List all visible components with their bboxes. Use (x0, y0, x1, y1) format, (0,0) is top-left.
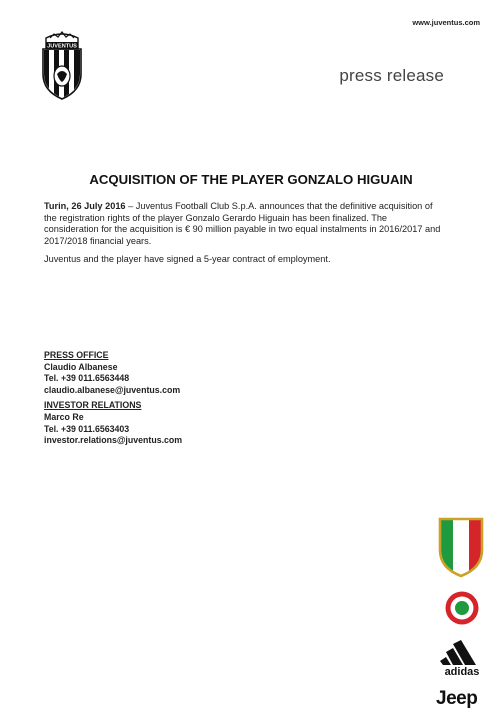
contacts-section (44, 350, 182, 451)
press-office-block (44, 350, 182, 396)
jeep-logo: Jeep (436, 688, 478, 709)
dateline: Turin, 26 July 2016 (44, 201, 126, 211)
svg-text:adidas: adidas (444, 666, 480, 677)
adidas-logo (437, 639, 487, 677)
investor-relations-title: INVESTOR RELATIONS (44, 400, 142, 411)
press-office-name: Claudio Albanese (44, 361, 118, 372)
investor-relations-block (44, 400, 182, 446)
press-office-title: PRESS OFFICE (44, 350, 109, 360)
investor-relations-email[interactable]: investor.relations@juventus.com (44, 435, 183, 446)
page-title: ACQUISITION OF THE PLAYER GONZALO HIGUAIN (89, 172, 413, 187)
press-office-phone[interactable]: Tel. +39 011.6563448 (44, 373, 130, 384)
press-office-email[interactable]: claudio.albanese@juventus.com (44, 384, 181, 395)
crest-lettering: JUVENTUS (47, 43, 77, 50)
body-text (44, 201, 444, 273)
press-release-label: press release (339, 66, 444, 85)
investor-relations-name: Marco Re (44, 411, 84, 422)
investor-relations-phone[interactable]: Tel. +39 011.6563403 (44, 423, 130, 434)
scudetto-icon (437, 516, 485, 578)
site-url[interactable]: www.juventus.com (412, 18, 480, 27)
coppa-italia-cockade-icon (444, 590, 480, 626)
body-paragraph-1 (44, 201, 444, 247)
body-paragraph-2: Juventus and the player have signed a 5-year contract of employment. (44, 254, 331, 265)
paragraph-1-text: – Juventus Football Club S.p.A. announces that the definitive acquisition of the registration rights of the player Gonzalo Gerardo Higuain has been finalized. The consideration for the acquisition is € 90 million payable in two equal instalments in 2016/2017 and 2017/2018 financial years. (44, 201, 441, 246)
juventus-crest-logo (40, 30, 84, 100)
